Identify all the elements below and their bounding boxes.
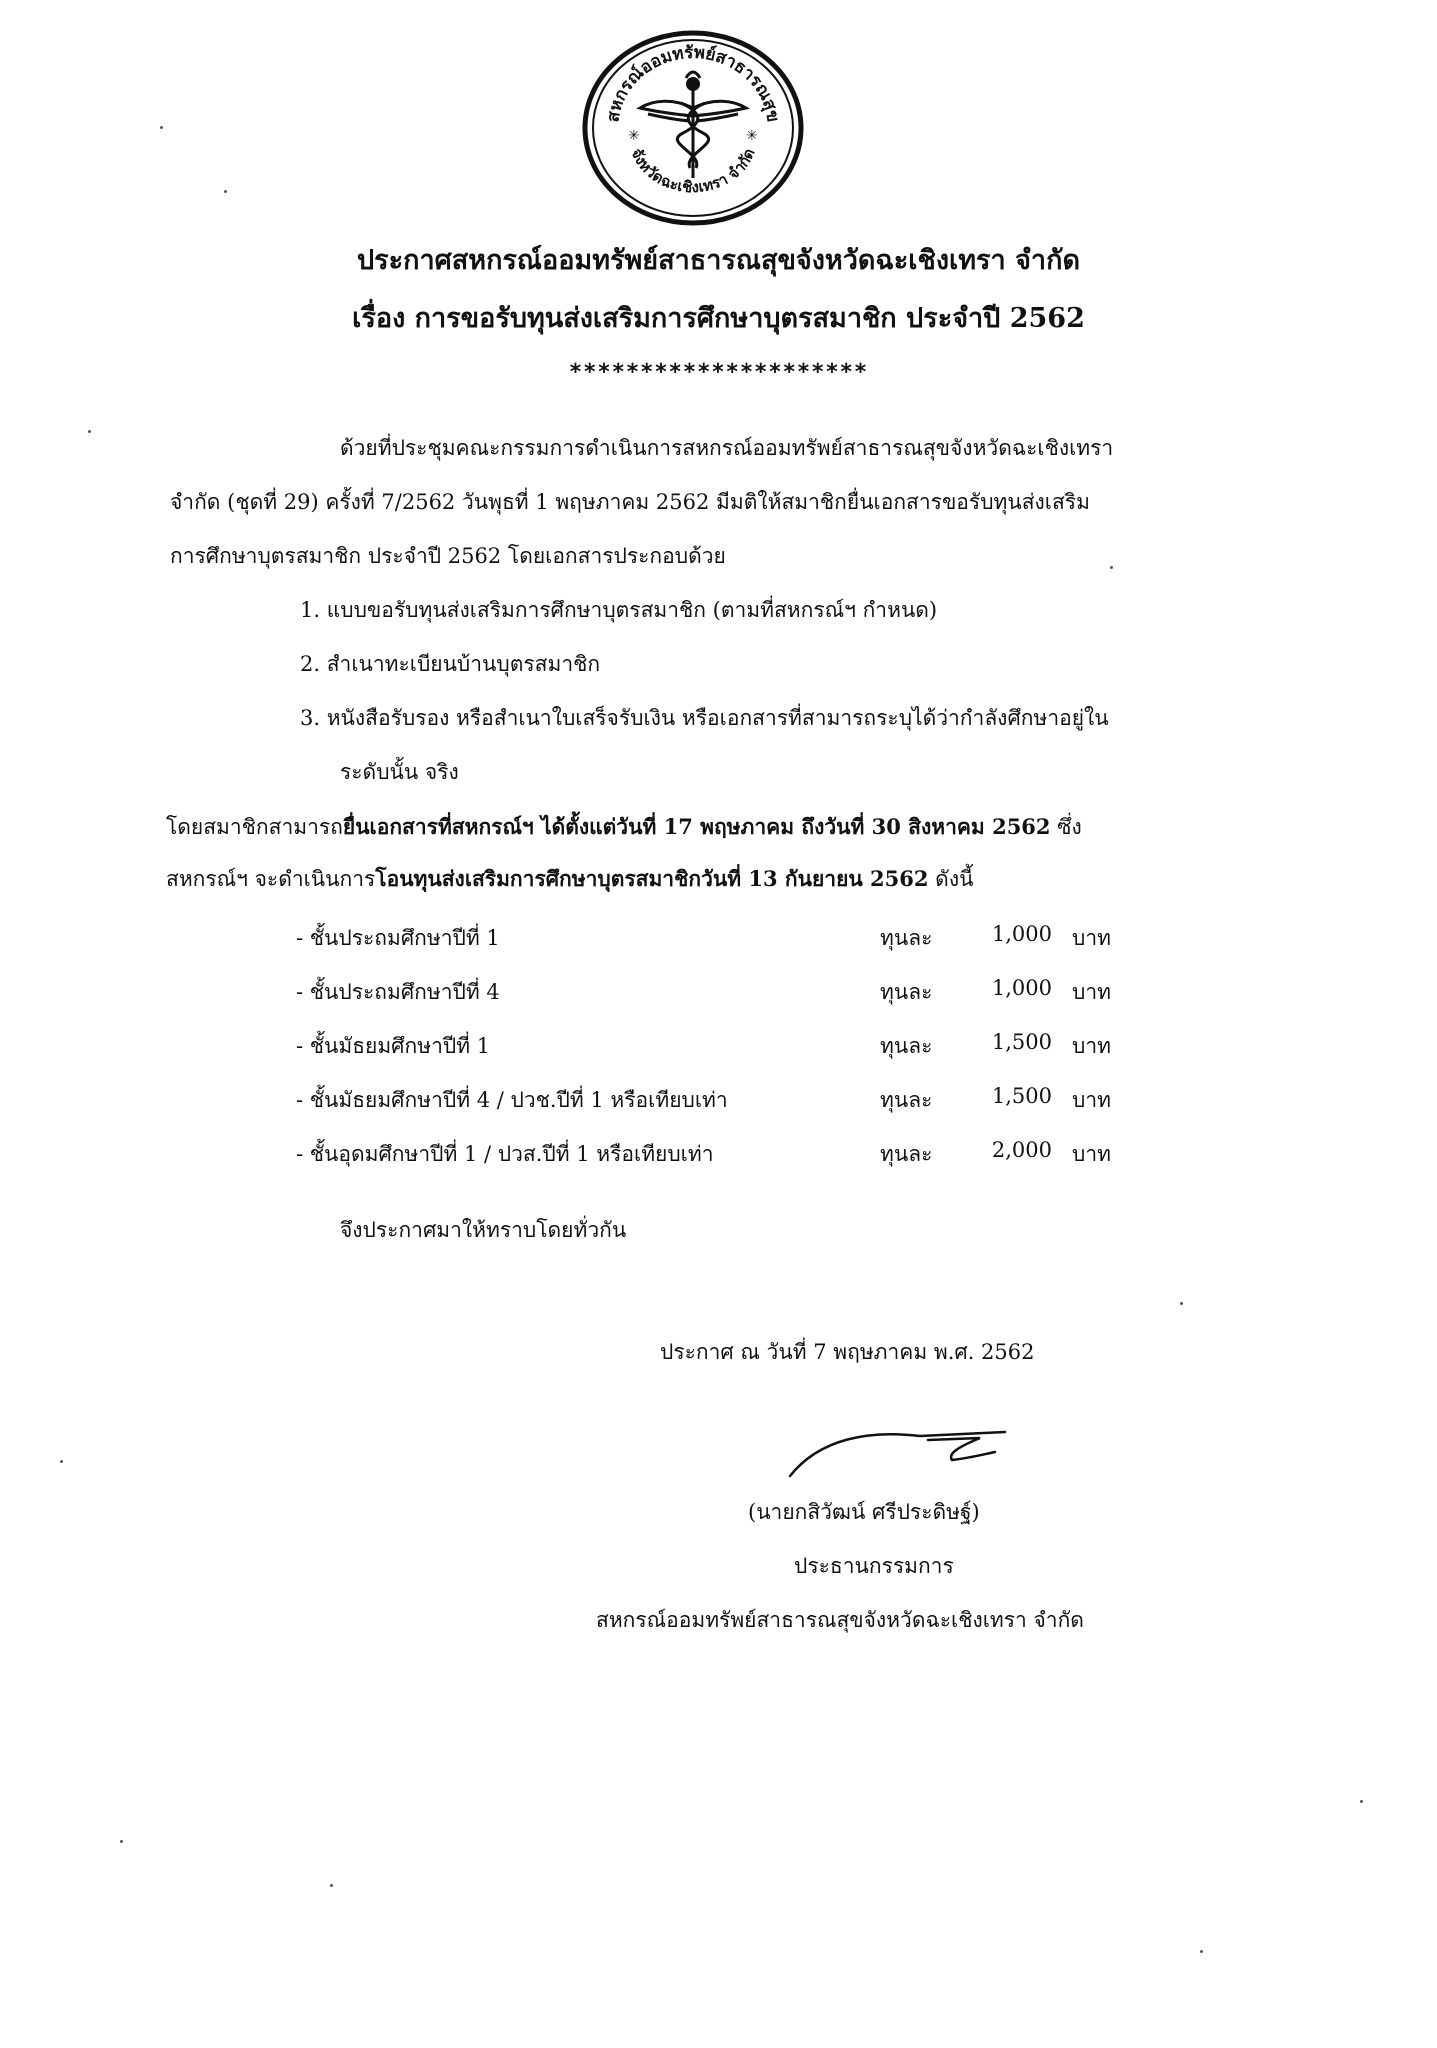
- signer-organization: สหกรณ์ออมทรัพย์สาธารณสุขจังหวัดฉะเชิงเทรา จำกัด: [596, 1608, 1084, 1632]
- scholarship-unit: บาท: [1072, 980, 1111, 1004]
- cooperative-seal-logo: [578, 28, 808, 228]
- scan-speck: [1180, 1302, 1183, 1305]
- scholarship-per-label: ทุนละ: [880, 1142, 933, 1166]
- scholarship-level: - ชั้นประถมศึกษาปีที่ 4: [296, 980, 500, 1004]
- closing-notice: จึงประกาศมาให้ทราบโดยทั่วกัน: [340, 1218, 627, 1242]
- scholarship-amount: 1,500: [991, 1084, 1052, 1108]
- paragraph-1-line-2: จำกัด (ชุดที่ 29) ครั้งที่ 7/2562 วันพุธที่ 1 พฤษภาคม 2562 มีมติให้สมาชิกยื่นเอกสารขอรับทุนส่งเสริม: [170, 490, 1090, 514]
- scholarship-unit: บาท: [1072, 1142, 1111, 1166]
- scan-speck: [1110, 566, 1113, 569]
- scan-speck: [224, 190, 227, 193]
- scholarship-per-label: ทุนละ: [880, 1088, 933, 1112]
- submission-period-line: [166, 814, 1082, 840]
- signer-name: (นายกสิวัฒน์ ศรีประดิษฐ์): [748, 1500, 980, 1524]
- transfer-date: โอนทุนส่งเสริมการศึกษาบุตรสมาชิกวันที่ 13 กันยายน 2562: [375, 866, 929, 891]
- scan-speck: [60, 1460, 63, 1463]
- submission-suffix: ซึ่ง: [1050, 815, 1082, 839]
- separator-line: *********************: [568, 360, 869, 385]
- scholarship-amount: 1,500: [991, 1030, 1052, 1054]
- scholarship-level: - ชั้นมัธยมศึกษาปีที่ 1: [296, 1034, 491, 1058]
- scholarship-per-label: ทุนละ: [880, 926, 933, 950]
- scan-speck: [160, 126, 163, 129]
- scan-speck: [120, 1840, 123, 1843]
- transfer-suffix: ดังนี้: [928, 867, 974, 891]
- submission-prefix: โดยสมาชิกสามารถ: [166, 815, 343, 839]
- scholarship-level: - ชั้นประถมศึกษาปีที่ 1: [296, 926, 500, 950]
- seal-text-bottom: จังหวัดฉะเชิงเทรา จำกัด: [627, 145, 759, 197]
- scan-speck: [88, 430, 91, 433]
- scholarship-level: - ชั้นมัธยมศึกษาปีที่ 4 / ปวช.ปีที่ 1 หรือเทียบเท่า: [296, 1088, 728, 1112]
- scholarship-amount: 1,000: [991, 976, 1052, 1000]
- transfer-prefix: สหกรณ์ฯ จะดำเนินการ: [166, 867, 376, 891]
- document-item-3: 3. หนังสือรับรอง หรือสำเนาใบเสร็จรับเงิน หรือเอกสารที่สามารถระบุได้ว่ากำลังศึกษาอยู่ใน: [300, 706, 1109, 730]
- signer-title: ประธานกรรมการ: [794, 1554, 954, 1578]
- announcement-title: ประกาศสหกรณ์ออมทรัพย์สาธารณสุขจังหวัดฉะเชิงเทรา จำกัด: [357, 245, 1080, 276]
- scholarship-level: - ชั้นอุดมศึกษาปีที่ 1 / ปวส.ปีที่ 1 หรือเทียบเท่า: [296, 1142, 714, 1166]
- document-item-1: 1. แบบขอรับทุนส่งเสริมการศึกษาบุตรสมาชิก (ตามที่สหกรณ์ฯ กำหนด): [300, 598, 938, 622]
- handwritten-signature: [780, 1418, 1040, 1488]
- scholarship-amount: 1,000: [991, 922, 1052, 946]
- scholarship-unit: บาท: [1072, 1034, 1111, 1058]
- svg-text:✳: ✳: [746, 128, 758, 144]
- scholarship-unit: บาท: [1072, 1088, 1111, 1112]
- scholarship-unit: บาท: [1072, 926, 1111, 950]
- paragraph-1-line-3: การศึกษาบุตรสมาชิก ประจำปี 2562 โดยเอกสารประกอบด้วย: [170, 544, 726, 568]
- scan-speck: [330, 1884, 333, 1887]
- scan-speck: [1200, 1950, 1203, 1953]
- transfer-date-line: [166, 866, 973, 892]
- scholarship-amount: 2,000: [991, 1138, 1052, 1162]
- document-item-2: 2. สำเนาทะเบียนบ้านบุตรสมาชิก: [300, 652, 601, 676]
- document-item-3-continued: ระดับนั้น จริง: [340, 760, 459, 784]
- scan-speck: [1360, 1800, 1363, 1803]
- announcement-subject: เรื่อง การขอรับทุนส่งเสริมการศึกษาบุตรสมาชิก ประจำปี 2562: [352, 303, 1085, 334]
- scholarship-per-label: ทุนละ: [880, 1034, 933, 1058]
- scholarship-per-label: ทุนละ: [880, 980, 933, 1004]
- paragraph-1-line-1: ด้วยที่ประชุมคณะกรรมการดำเนินการสหกรณ์ออมทรัพย์สาธารณสุขจังหวัดฉะเชิงเทรา: [340, 436, 1114, 460]
- submission-period: ยื่นเอกสารที่สหกรณ์ฯ ได้ตั้งแต่วันที่ 17 พฤษภาคม ถึงวันที่ 30 สิงหาคม 2562: [342, 814, 1051, 839]
- announcement-date: ประกาศ ณ วันที่ 7 พฤษภาคม พ.ศ. 2562: [660, 1340, 1035, 1364]
- svg-text:✳: ✳: [628, 128, 640, 144]
- seal-text-top: สหกรณ์ออมทรัพย์สาธารณสุข: [603, 42, 783, 124]
